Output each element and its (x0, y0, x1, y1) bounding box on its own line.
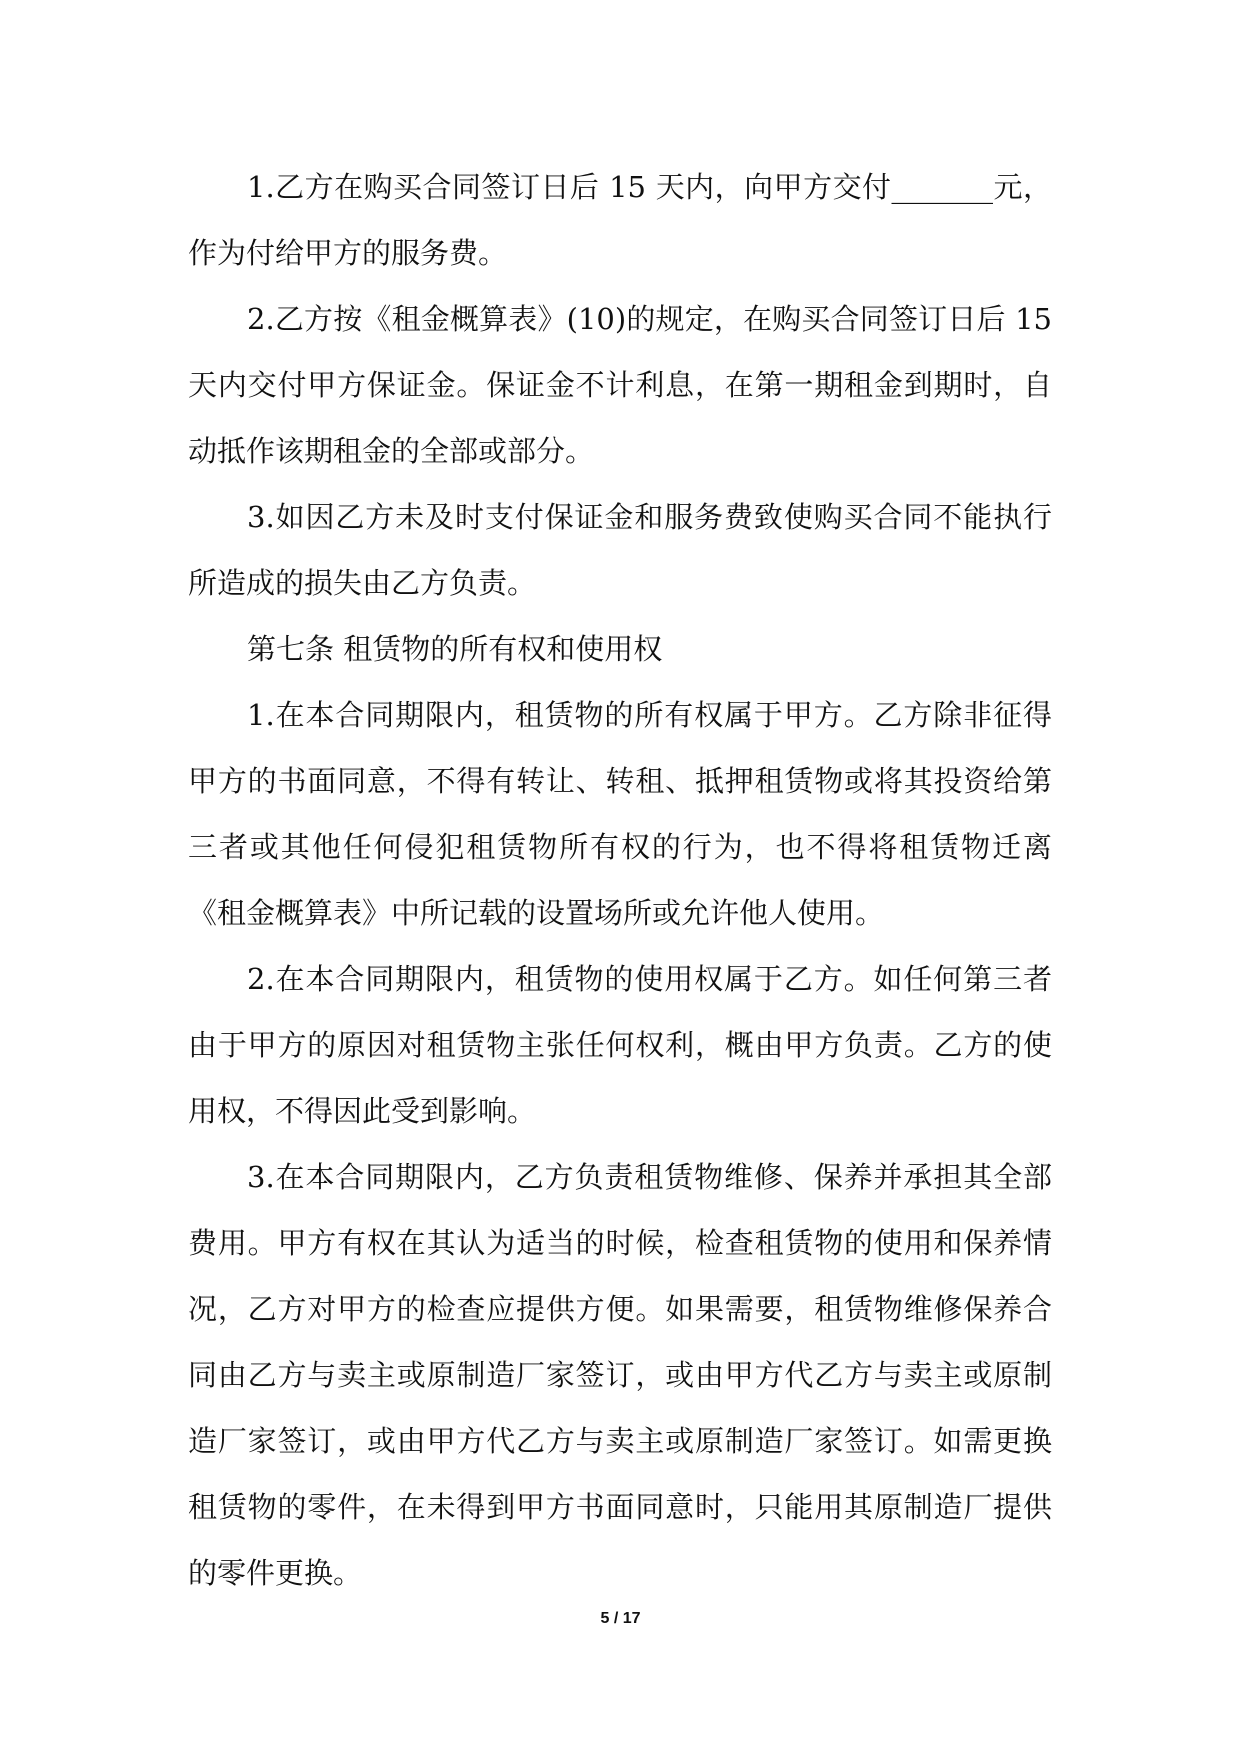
paragraph-deposit: 2.乙方按《租金概算表》(10)的规定，在购买合同签订日后 15 天内交付甲方保证金。保证金不计利息，在第一期租金到期时，自动抵作该期租金的全部或部分。 (188, 302, 1062, 468)
paragraph-service-fee: 1.乙方在购买合同签订日后 15 天内，向甲方交付_______元，作为付给甲方的服务费。 (188, 170, 1052, 270)
paragraph-maintenance: 3.在本合同期限内，乙方负责租赁物维修、保养并承担其全部费用。甲方有权在其认为适当的时候，检查租赁物的使用和保养情况，乙方对甲方的检查应提供方便。如果需要，租赁物维修保养合同由乙方与卖主或原制造厂家签订，或由甲方代乙方与卖主或原制造厂家签订，或由甲方代乙方与卖主或原制造厂家签订。如需更换租赁物的零件，在未得到甲方书面同意时，只能用其原制造厂提供的零件更换。 (188, 1160, 1052, 1590)
paragraph-loss-liability: 3.如因乙方未及时支付保证金和服务费致使购买合同不能执行所造成的损失由乙方负责。 (188, 500, 1052, 600)
document-body (188, 154, 1062, 1606)
page-number: 5 / 17 (600, 1610, 641, 1627)
paragraph-usage-right: 2.在本合同期限内，租赁物的使用权属于乙方。如任何第三者由于甲方的原因对租赁物主张任何权利，概由甲方负责。乙方的使用权，不得因此受到影响。 (188, 962, 1052, 1128)
paragraph-ownership: 1.在本合同期限内，租赁物的所有权属于甲方。乙方除非征得甲方的书面同意，不得有转让、转租、抵押租赁物或将其投资给第三者或其他任何侵犯租赁物所有权的行为，也不得将租赁物迁离《租金概算表》中所记载的设置场所或允许他人使用。 (188, 698, 1052, 930)
article-seven-heading: 第七条 租赁物的所有权和使用权 (247, 632, 663, 666)
